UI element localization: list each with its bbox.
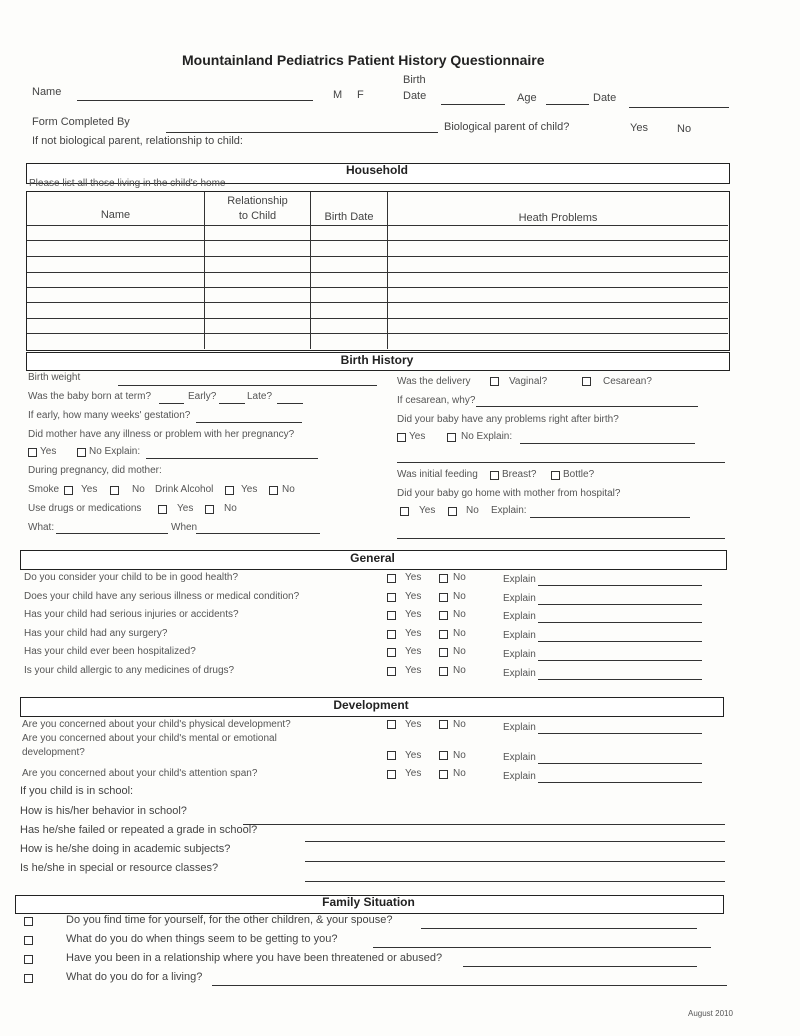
dev-physical-explain-field[interactable] — [538, 733, 702, 734]
dev-mental-no-checkbox[interactable] — [439, 751, 448, 760]
bottle-checkbox[interactable] — [551, 471, 560, 480]
dev-mental-explain-field[interactable] — [538, 763, 702, 764]
drugs-no-label: No — [224, 503, 237, 514]
birth-date-label: Date — [403, 90, 427, 102]
general-q4: Has your child had any surgery? — [24, 628, 168, 639]
born-at-term-label: Was the baby born at term? — [28, 391, 152, 402]
special-classes-label: Is he/she in special or resource classes? — [20, 862, 219, 874]
smoke-label: Smoke — [28, 484, 60, 495]
cesarean-label: Cesarean? — [603, 376, 652, 387]
yes-label: Yes — [405, 665, 422, 676]
yes-label: Yes — [405, 609, 422, 620]
dev-attention-explain-field[interactable] — [538, 782, 702, 783]
when-label: When — [171, 522, 198, 533]
special-classes-field[interactable] — [305, 881, 725, 882]
col-header-name: Name — [100, 209, 131, 221]
failed-grade-label: Has he/she failed or repeated a grade in school? — [20, 824, 258, 836]
mother-illness-explain-field[interactable] — [146, 458, 318, 459]
during-pregnancy-label: During pregnancy, did mother: — [28, 465, 162, 476]
mother-illness-yes-checkbox[interactable] — [28, 448, 37, 457]
alcohol-yes-label: Yes — [241, 484, 258, 495]
age-field[interactable] — [546, 104, 589, 105]
completed-by-field[interactable] — [166, 132, 438, 133]
no-label: No — [453, 646, 466, 657]
mother-illness-yes-label: Yes — [40, 446, 57, 457]
breast-label: Breast? — [502, 469, 537, 480]
family-q3-checkbox[interactable] — [24, 955, 33, 964]
explain-label: Explain — [503, 668, 536, 679]
family-q2-checkbox[interactable] — [24, 936, 33, 945]
breast-checkbox[interactable] — [490, 471, 499, 480]
general-q1-explain-field[interactable] — [538, 585, 702, 586]
mother-illness-no-explain-label: No Explain: — [89, 446, 141, 457]
yes-label: Yes — [405, 572, 422, 583]
general-q2-yes-checkbox[interactable] — [387, 593, 396, 602]
drugs-yes-label: Yes — [177, 503, 194, 514]
bottle-label: Bottle? — [563, 469, 595, 480]
household-instruction: Please list all those living in the child's home — [29, 178, 226, 189]
born-at-term-field[interactable] — [159, 403, 184, 404]
birth-date-field[interactable] — [441, 104, 505, 105]
go-home-explain-label: Explain: — [491, 505, 527, 516]
date-label: Date — [593, 92, 617, 104]
problems-no-checkbox[interactable] — [447, 433, 456, 442]
problems-yes-checkbox[interactable] — [397, 433, 406, 442]
go-home-explain-field-2[interactable] — [397, 538, 725, 539]
general-q6-yes-checkbox[interactable] — [387, 667, 396, 676]
what-field[interactable] — [56, 533, 168, 534]
table-row[interactable] — [27, 287, 728, 288]
col-header-relationship-1: Relationship — [227, 195, 288, 207]
birth-weight-field[interactable] — [118, 385, 377, 386]
dev-q-mental-1: Are you concerned about your child's mental or emotional — [22, 733, 277, 744]
general-q1-yes-checkbox[interactable] — [387, 574, 396, 583]
no-label: No — [453, 628, 466, 639]
explain-label: Explain — [503, 630, 536, 641]
family-q4: What do you do for a living? — [66, 971, 203, 983]
completed-by-label: Form Completed By — [32, 116, 130, 128]
table-row[interactable] — [27, 240, 728, 241]
general-q3-explain-field[interactable] — [538, 622, 702, 623]
early-field[interactable] — [219, 403, 245, 404]
alcohol-no-checkbox[interactable] — [269, 486, 278, 495]
table-row[interactable] — [27, 333, 728, 334]
no-label: No — [453, 665, 466, 676]
vaginal-label: Vaginal? — [509, 376, 548, 387]
general-q2-no-checkbox[interactable] — [439, 593, 448, 602]
family-q2: What do you do when things seem to be getting to you? — [66, 933, 338, 945]
go-home-no-label: No — [466, 505, 479, 516]
go-home-no-checkbox[interactable] — [448, 507, 457, 516]
general-q2: Does your child have any serious illness or medical condition? — [24, 591, 300, 602]
general-q5-no-checkbox[interactable] — [439, 648, 448, 657]
drugs-yes-checkbox[interactable] — [158, 505, 167, 514]
dev-physical-no-checkbox[interactable] — [439, 720, 448, 729]
general-q1: Do you consider your child to be in good health? — [24, 572, 239, 583]
early-label: Early? — [188, 391, 217, 402]
cesarean-checkbox[interactable] — [582, 377, 591, 386]
dev-q-physical: Are you concerned about your child's physical development? — [22, 719, 291, 730]
smoke-no-label: No — [132, 484, 145, 495]
problems-no-explain-label: No Explain: — [461, 431, 513, 442]
male-option[interactable]: M — [333, 89, 343, 101]
general-q2-explain-field[interactable] — [538, 604, 702, 605]
late-field[interactable] — [277, 403, 303, 404]
general-q5: Has your child ever been hospitalized? — [24, 646, 196, 657]
relationship-label: If not biological parent, relationship to child: — [32, 135, 243, 147]
general-q6: Is your child allergic to any medicines of drugs? — [24, 665, 235, 676]
yes-label: Yes — [405, 646, 422, 657]
go-home-label: Did your baby go home with mother from hospital? — [397, 488, 621, 499]
go-home-yes-checkbox[interactable] — [400, 507, 409, 516]
explain-label: Explain — [503, 574, 536, 585]
vaginal-checkbox[interactable] — [490, 377, 499, 386]
delivery-label: Was the delivery — [397, 376, 471, 387]
birth-label: Birth — [403, 74, 426, 86]
problems-explain-field-2[interactable] — [397, 462, 725, 463]
no-label: No — [453, 750, 466, 761]
bio-parent-no[interactable]: No — [677, 123, 692, 135]
no-label: No — [453, 768, 466, 779]
dev-q-mental-2: development? — [22, 747, 85, 758]
table-row[interactable] — [27, 272, 728, 273]
bio-parent-yes[interactable]: Yes — [630, 122, 648, 134]
footer-date: August 2010 — [688, 1009, 733, 1018]
no-label: No — [453, 572, 466, 583]
general-q6-no-checkbox[interactable] — [439, 667, 448, 676]
table-row[interactable] — [27, 318, 728, 319]
table-row[interactable] — [27, 302, 728, 303]
use-drugs-label: Use drugs or medications — [28, 503, 142, 514]
birth-weight-label: Birth weight — [28, 372, 81, 383]
yes-label: Yes — [405, 768, 422, 779]
table-row[interactable] — [27, 225, 728, 226]
general-q5-yes-checkbox[interactable] — [387, 648, 396, 657]
explain-label: Explain — [503, 649, 536, 660]
col-header-health: Heath Problems — [518, 212, 598, 224]
yes-label: Yes — [405, 750, 422, 761]
family-q1-field[interactable] — [421, 928, 697, 929]
no-label: No — [453, 591, 466, 602]
problems-explain-field[interactable] — [520, 443, 695, 444]
if-school-label: If you child is in school: — [20, 785, 134, 797]
development-title: Development — [333, 698, 409, 712]
birth-history-title: Birth History — [340, 353, 414, 367]
cesarean-reason-field[interactable] — [476, 406, 698, 407]
explain-label: Explain — [503, 752, 536, 763]
yes-label: Yes — [405, 719, 422, 730]
name-field[interactable] — [77, 100, 313, 101]
explain-label: Explain — [503, 771, 536, 782]
smoke-yes-checkbox[interactable] — [64, 486, 73, 495]
academic-field[interactable] — [305, 861, 725, 862]
yes-label: Yes — [405, 591, 422, 602]
weeks-gestation-field[interactable] — [196, 422, 302, 423]
explain-label: Explain — [503, 593, 536, 604]
family-q4-checkbox[interactable] — [24, 974, 33, 983]
dev-physical-yes-checkbox[interactable] — [387, 720, 396, 729]
female-option[interactable]: F — [357, 89, 364, 101]
general-q1-no-checkbox[interactable] — [439, 574, 448, 583]
general-q3: Has your child had serious injuries or accidents? — [24, 609, 239, 620]
general-q3-no-checkbox[interactable] — [439, 611, 448, 620]
no-label: No — [453, 719, 466, 730]
form-title: Mountainland Pediatrics Patient History Questionnaire — [182, 52, 545, 68]
what-label: What: — [28, 522, 55, 533]
general-q4-explain-field[interactable] — [538, 641, 702, 642]
go-home-explain-field[interactable] — [530, 517, 690, 518]
problems-yes-label: Yes — [409, 431, 426, 442]
behavior-field[interactable] — [243, 824, 725, 825]
general-q6-explain-field[interactable] — [538, 679, 702, 680]
dev-attention-no-checkbox[interactable] — [439, 770, 448, 779]
general-q4-yes-checkbox[interactable] — [387, 630, 396, 639]
dev-attention-yes-checkbox[interactable] — [387, 770, 396, 779]
household-title: Household — [346, 163, 408, 177]
no-label: No — [453, 609, 466, 620]
drink-alcohol-label: Drink Alcohol — [155, 484, 214, 495]
weeks-gestation-label: If early, how many weeks' gestation? — [28, 410, 191, 421]
mother-illness-no-checkbox[interactable] — [77, 448, 86, 457]
family-q1: Do you find time for yourself, for the other children, & your spouse? — [66, 914, 393, 926]
smoke-no-checkbox[interactable] — [110, 486, 119, 495]
table-row[interactable] — [27, 256, 728, 257]
family-q3: Have you been in a relationship where you have been threatened or abused? — [66, 952, 443, 964]
explain-label: Explain — [503, 611, 536, 622]
smoke-yes-label: Yes — [81, 484, 98, 495]
alcohol-yes-checkbox[interactable] — [225, 486, 234, 495]
bio-parent-label: Biological parent of child? — [444, 121, 570, 133]
late-label: Late? — [247, 391, 273, 402]
go-home-yes-label: Yes — [419, 505, 436, 516]
date-field[interactable] — [629, 107, 729, 108]
family-q2-field[interactable] — [373, 947, 711, 948]
name-label: Name — [32, 86, 62, 98]
family-q4-field[interactable] — [212, 985, 727, 986]
col-header-birth-date: Birth Date — [324, 211, 374, 223]
family-title: Family Situation — [322, 895, 415, 909]
when-field[interactable] — [196, 533, 320, 534]
general-q3-yes-checkbox[interactable] — [387, 611, 396, 620]
academic-label: How is he/she doing in academic subjects? — [20, 843, 231, 855]
problems-after-birth-label: Did your baby have any problems right after birth? — [397, 414, 619, 425]
drugs-no-checkbox[interactable] — [205, 505, 214, 514]
behavior-label: How is his/her behavior in school? — [20, 805, 187, 817]
initial-feeding-label: Was initial feeding — [397, 469, 478, 480]
family-q1-checkbox[interactable] — [24, 917, 33, 926]
mother-illness-label: Did mother have any illness or problem with her pregnancy? — [28, 429, 295, 440]
family-q3-field[interactable] — [463, 966, 697, 967]
col-header-relationship-2: to Child — [238, 210, 277, 222]
general-q4-no-checkbox[interactable] — [439, 630, 448, 639]
failed-grade-field[interactable] — [305, 841, 725, 842]
alcohol-no-label: No — [282, 484, 295, 495]
dev-q-attention: Are you concerned about your child's attention span? — [22, 768, 258, 779]
if-cesarean-label: If cesarean, why? — [397, 395, 476, 406]
general-q5-explain-field[interactable] — [538, 660, 702, 661]
explain-label: Explain — [503, 722, 536, 733]
yes-label: Yes — [405, 628, 422, 639]
age-label: Age — [517, 92, 537, 104]
dev-mental-yes-checkbox[interactable] — [387, 751, 396, 760]
general-title: General — [350, 551, 395, 565]
